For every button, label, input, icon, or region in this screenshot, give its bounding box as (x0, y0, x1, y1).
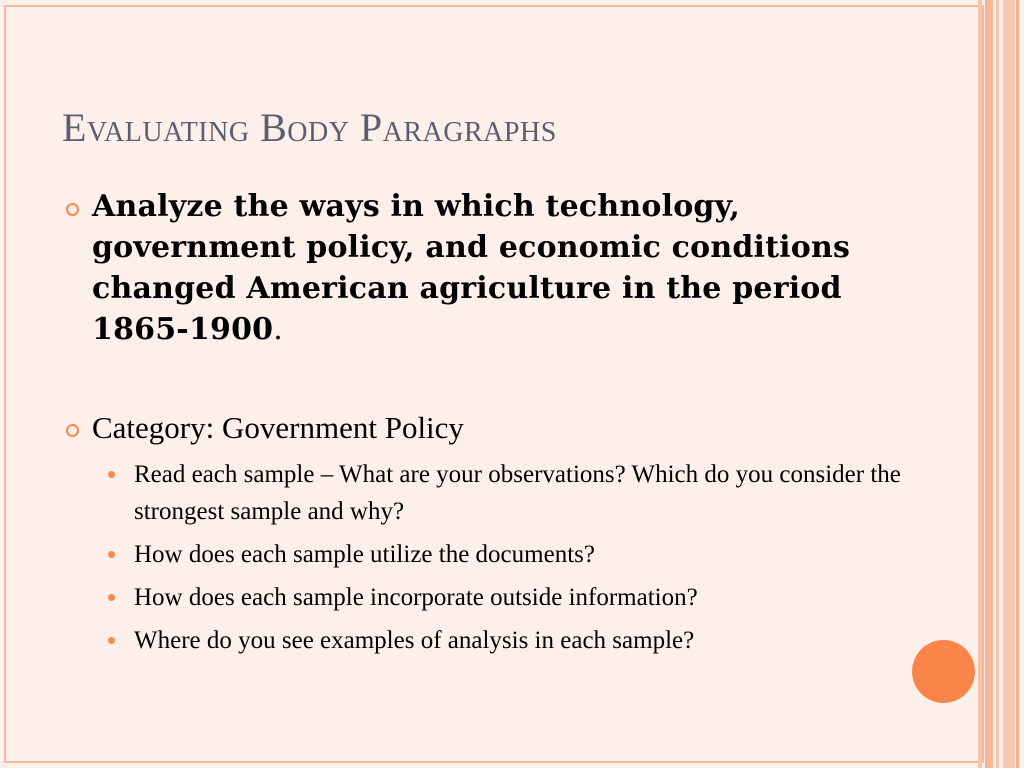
list-item-text: How does each sample incorporate outside information? (134, 584, 698, 611)
dot-bullet-icon (108, 551, 115, 558)
decor-stripe (1016, 0, 1019, 768)
ring-bullet-icon (66, 203, 79, 216)
list-item (106, 579, 906, 616)
dot-bullet-icon (108, 637, 115, 644)
list-item-text: How does each sample utilize the documents? (134, 541, 595, 568)
decor-stripe (996, 0, 999, 768)
decor-circle (912, 640, 975, 703)
list-item (106, 536, 906, 573)
essay-prompt-text: Analyze the ways in which technology, government policy, and economic conditions changed American agriculture in the period 1865-1900 (92, 189, 851, 347)
category-heading: Category: Government Policy (92, 410, 464, 445)
dot-bullet-icon (108, 471, 115, 478)
decor-stripe (1003, 0, 1015, 768)
slide-title: Evaluating Body Paragraphs (62, 105, 557, 150)
list-item-text: Where do you see examples of analysis in each sample? (134, 627, 695, 654)
sub-bullet-list (106, 456, 906, 665)
list-item (106, 622, 906, 659)
decor-stripe (985, 0, 993, 768)
dot-bullet-icon (108, 594, 115, 601)
decor-stripe (978, 0, 982, 768)
list-item-text: Read each sample – What are your observations? Which do you consider the strongest sample and why? (134, 461, 901, 525)
list-item (106, 456, 906, 530)
essay-prompt (92, 186, 922, 350)
essay-prompt-period: . (273, 312, 283, 347)
ring-bullet-icon (66, 424, 79, 437)
